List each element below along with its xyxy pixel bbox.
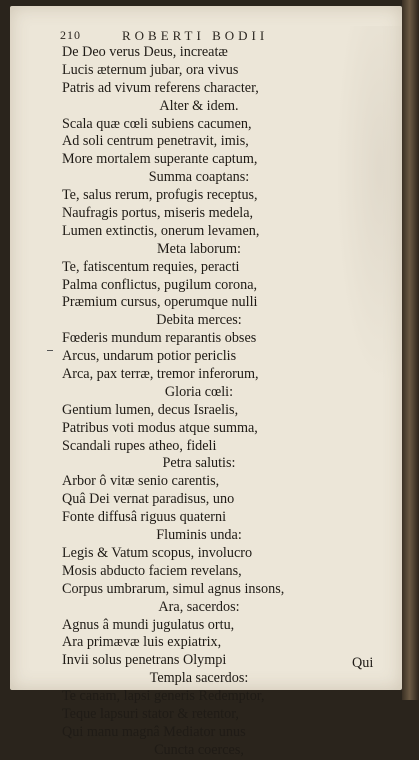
refrain-line: Summa coaptans: — [148, 169, 250, 186]
book-gutter — [402, 0, 419, 700]
verse-line: Te canam, lapsi generis Redemptor, — [62, 688, 265, 705]
verse-line: Arbor ô vitæ senio carentis, — [62, 473, 220, 490]
verse-line: Invii solus penetrans Olympi — [62, 652, 227, 669]
verse-line: Mosis abducto faciem revelans, — [62, 562, 242, 579]
verse-line: Ara primævæ luis expiatrix, — [62, 634, 222, 651]
verse-line: Naufragis portus, miseris medela, — [62, 205, 254, 222]
verse-line: Patribus voti modus atque summa, — [62, 419, 258, 436]
verse-line: Lucis æternum jubar, ora vivus — [62, 61, 239, 78]
refrain-line: Gloria cœli: — [164, 383, 234, 400]
verse-line: Præmium cursus, operumque nulli — [62, 294, 258, 311]
margin-mark — [47, 350, 53, 351]
poem-text — [62, 44, 372, 760]
verse-line: Arcus, undarum potior periclis — [62, 348, 237, 365]
refrain-line: Ara, sacerdos: — [158, 598, 240, 615]
verse-line: Scandali rupes atheo, fideli — [62, 437, 217, 454]
verse-line: Lumen extinctis, onerum levamen, — [62, 222, 260, 239]
running-title: ROBERTI BODII — [122, 28, 269, 43]
verse-line: Patris ad vivum referens character, — [62, 79, 259, 96]
verse-line: Qui manu magnâ Mediator unus — [62, 723, 246, 740]
refrain-line: Petra salutis: — [162, 455, 236, 472]
verse-line: More mortalem superante captum, — [62, 151, 258, 168]
verse-line: Scala quæ cœli subiens cacumen, — [62, 115, 252, 132]
verse-line: Corpus umbrarum, simul agnus insons, — [62, 580, 285, 597]
catchword: Qui — [352, 655, 374, 671]
verse-line: Te, salus rerum, profugis receptus, — [62, 187, 258, 204]
verse-line: Gentium lumen, decus Israelis, — [62, 401, 239, 418]
verse-line: Agnus â mundi jugulatus ortu, — [62, 616, 235, 633]
refrain-line: Meta laborum: — [157, 240, 241, 257]
verse-line: De Deo verus Deus, increatæ — [62, 44, 228, 60]
verse-line: Fœderis mundum reparantis obses — [62, 330, 257, 347]
page-number: 210 — [60, 28, 81, 42]
refrain-line: Templa sacerdos: — [149, 670, 249, 687]
verse-line: Teque lapsuri stator & retentor, — [62, 705, 239, 722]
verse-line: Fonte diffusâ riguus quaterni — [62, 509, 227, 526]
refrain-line: Alter & idem. — [159, 97, 239, 114]
refrain-line: Cuncta coerces, — [154, 741, 244, 758]
verse-line: Quâ Dei vernat paradisus, uno — [62, 491, 235, 508]
verse-line: Arca, pax terræ, tremor inferorum, — [62, 366, 259, 383]
refrain-line: Fluminis unda: — [156, 527, 242, 544]
refrain-line: Debita merces: — [156, 312, 242, 329]
verse-line: Legis & Vatum scopus, involucro — [62, 544, 253, 561]
verse-line: Palma conflictus, pugilum corona, — [62, 276, 258, 293]
verse-line: Ad soli centrum penetravit, imis, — [62, 133, 249, 150]
verse-line: Te, fatiscentum requies, peracti — [62, 258, 240, 275]
